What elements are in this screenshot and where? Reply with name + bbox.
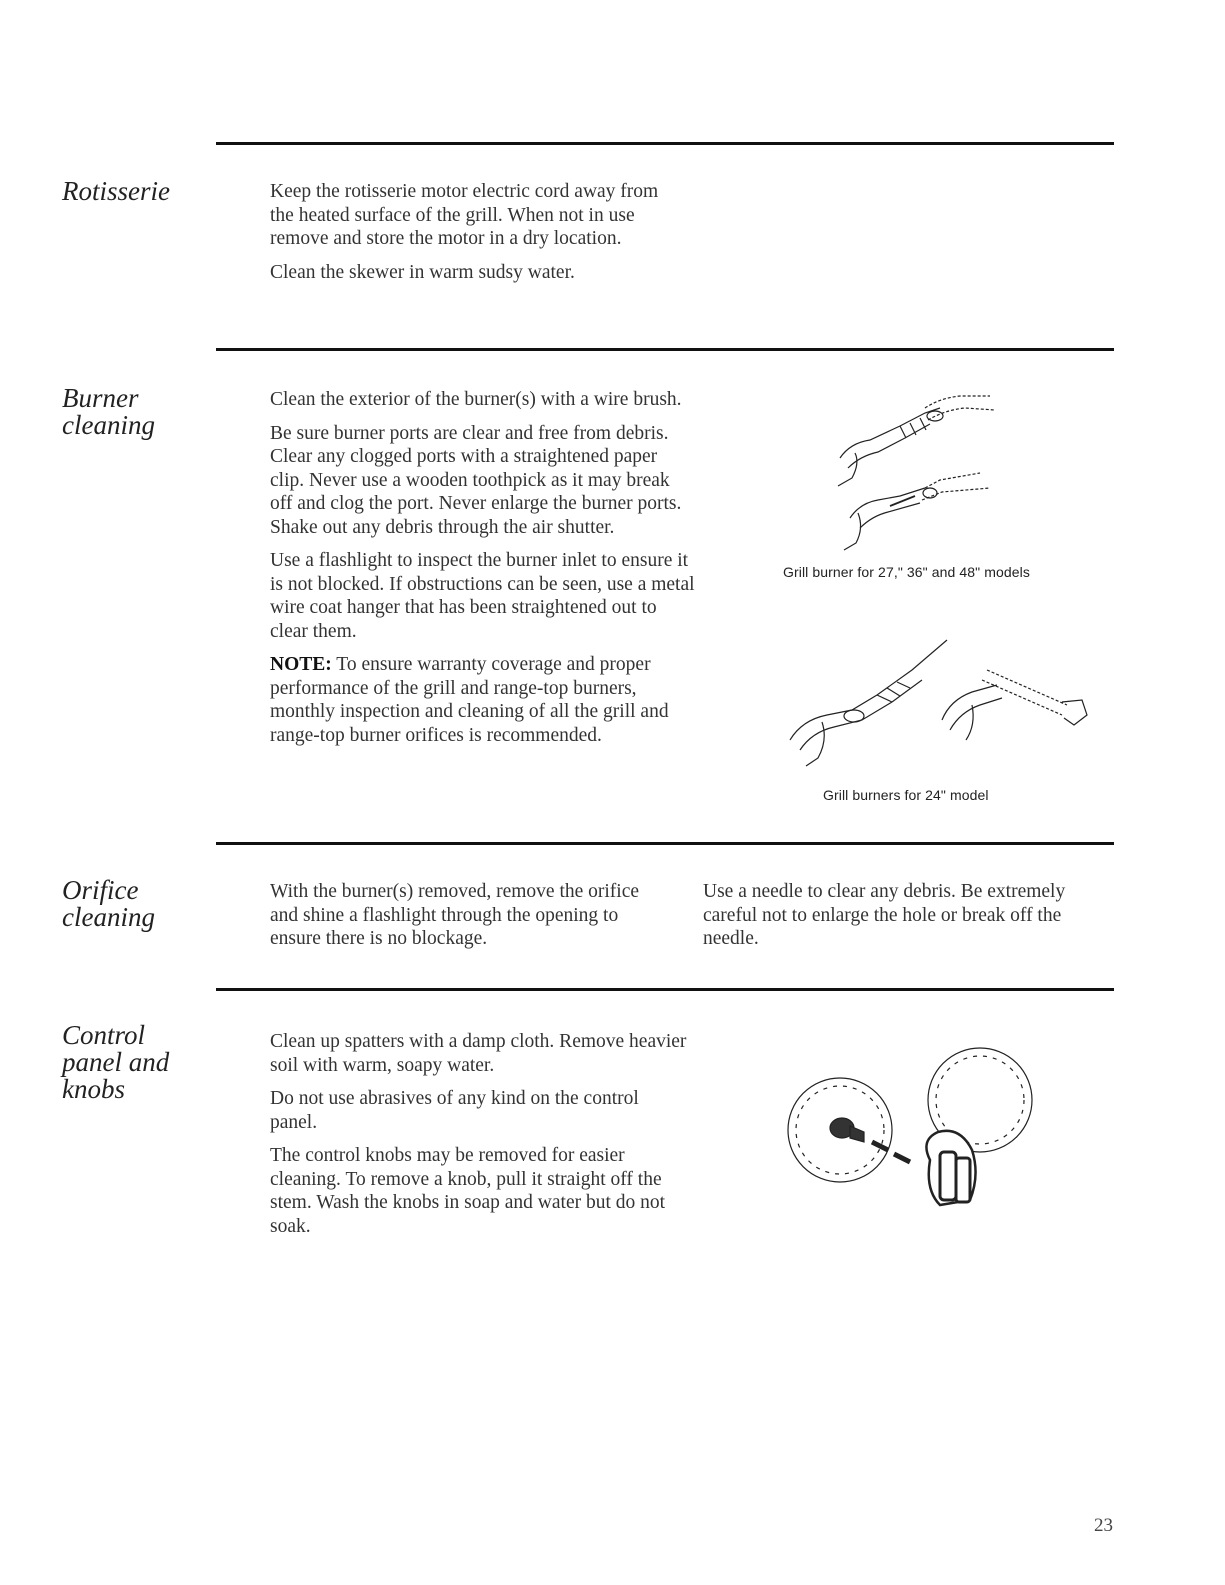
rotisserie-heading (62, 178, 212, 205)
burner-text (270, 388, 695, 757)
orifice-heading-line: cleaning (62, 902, 155, 932)
section-divider (216, 842, 1114, 845)
page-number: 23 (1094, 1515, 1113, 1536)
burner-heading-line: Burner (62, 383, 139, 413)
rotisserie-paragraph: Keep the rotisserie motor electric cord away from the heated surface of the grill. When not in use remove and store the motor in a dry location. (270, 181, 659, 249)
knob-removal-illustration (780, 1030, 1040, 1220)
control-paragraph: Do not use abrasives of any kind on the control panel. (270, 1088, 639, 1133)
control-heading-line: knobs (62, 1074, 125, 1104)
control-paragraph: The control knobs may be removed for easier cleaning. To remove a knob, pull it straight off the stem. Wash the knobs in soap and water but do not soak. (270, 1145, 666, 1237)
orifice-heading-line: Orifice (62, 875, 139, 905)
burner-paragraph: Be sure burner ports are clear and free from debris. Clear any clogged ports with a straightened paper clip. Never use a wooden toothpick as it may break off and clog the port. Never enlarge the burner ports. Shake out any debris through the air shutter. (270, 422, 682, 538)
burner-paragraph: Clean the exterior of the burner(s) with a wire brush. (270, 389, 682, 410)
grill-burner-caption-1: Grill burner for 27," 36" and 48" models (783, 564, 1030, 580)
rotisserie-paragraph: Clean the skewer in warm sudsy water. (270, 261, 575, 283)
control-text (270, 1030, 690, 1248)
grill-burner-cleaning-illustration (830, 388, 1000, 558)
note-label: NOTE: (270, 654, 332, 675)
orifice-right-text (703, 880, 1108, 961)
control-heading-line: Control (62, 1020, 146, 1050)
orifice-paragraph: With the burner(s) removed, remove the orifice and shine a flashlight through the opening to ensure there is no blockage. (270, 881, 640, 949)
burner-heading (62, 385, 212, 439)
orifice-heading (62, 877, 212, 931)
grill-burner-caption-2: Grill burners for 24" model (823, 787, 989, 803)
rotisserie-heading-text: Rotisserie (62, 176, 170, 206)
orifice-left-text (270, 880, 670, 961)
burner-note (270, 653, 695, 747)
rotisserie-text (270, 180, 680, 294)
burner-paragraph: Use a flashlight to inspect the burner inlet to ensure it is not blocked. If obstructions can be seen, use a metal wire coat hanger that has been straightened out to clear them. (270, 550, 695, 642)
note-text: To ensure warranty coverage and proper performance of the grill and range-top burners, monthly inspection and cleaning of all the grill and range-top burner orifices is recommended. (270, 654, 669, 746)
section-divider (216, 142, 1114, 145)
control-paragraph: Clean up spatters with a damp cloth. Remove heavier soil with warm, soapy water. (270, 1031, 687, 1076)
control-heading (62, 1022, 212, 1103)
burner-heading-line: cleaning (62, 410, 155, 440)
control-heading-line: panel and (62, 1047, 170, 1077)
grill-burner-24-illustration (782, 630, 1100, 770)
section-divider (216, 348, 1114, 351)
orifice-paragraph: Use a needle to clear any debris. Be extremely careful not to enlarge the hole or break off the needle. (703, 881, 1066, 949)
section-divider (216, 988, 1114, 991)
